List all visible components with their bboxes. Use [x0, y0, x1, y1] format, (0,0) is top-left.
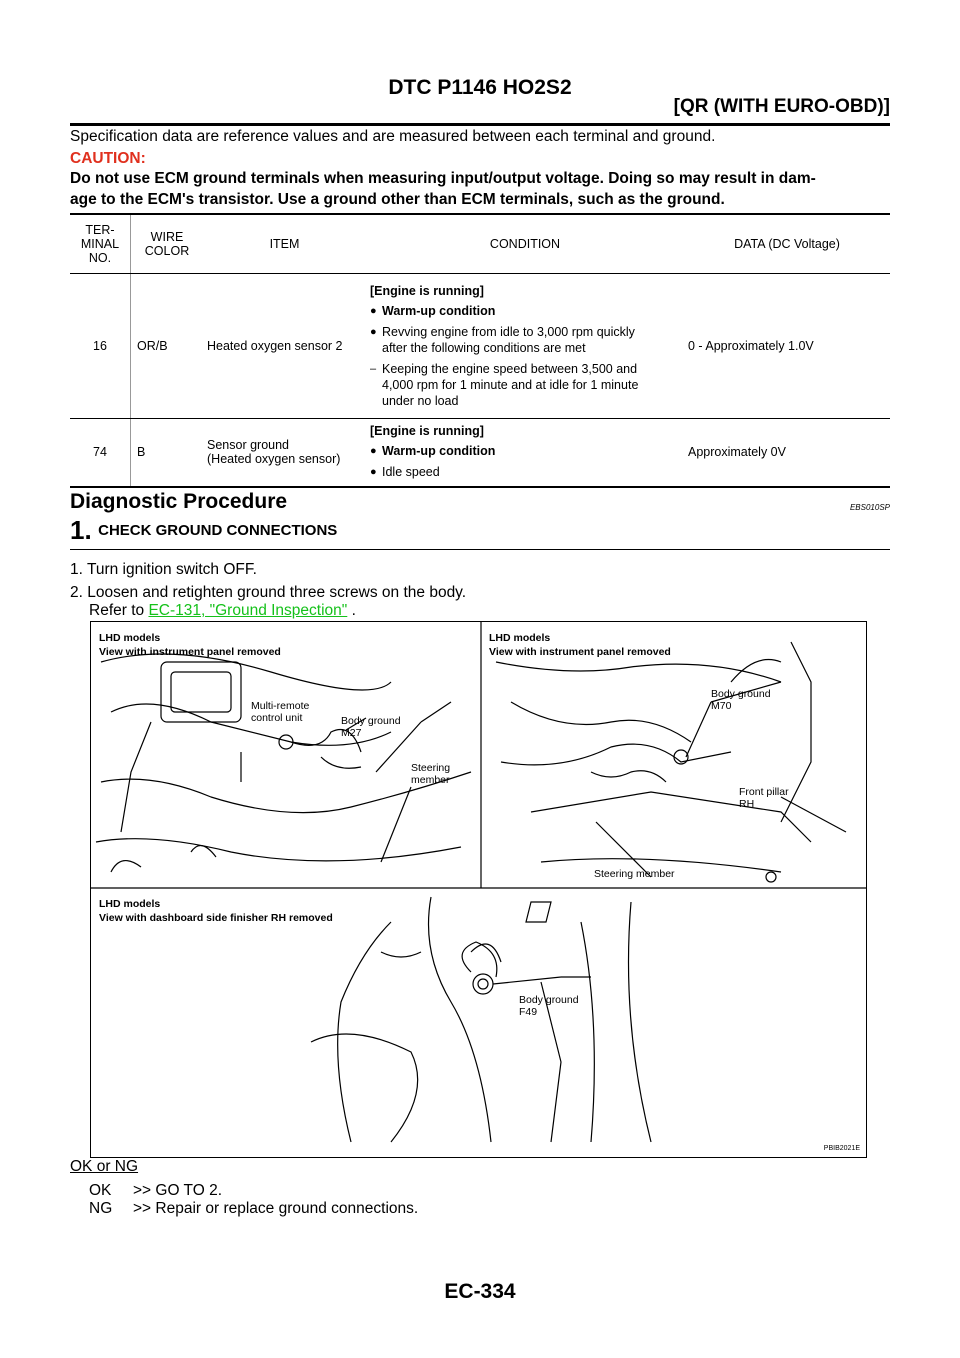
step-title: CHECK GROUND CONNECTIONS — [98, 522, 338, 539]
header-rule — [70, 123, 890, 126]
fig-tl-mrcu: Multi-remote control unit — [251, 700, 310, 724]
cell-data: Approximately 0V — [684, 419, 890, 487]
cell-wire: OR/B — [131, 274, 204, 419]
section-title: Diagnostic Procedure — [70, 490, 288, 513]
table-row — [70, 274, 890, 419]
caution-text — [70, 168, 900, 210]
fig-b-model: LHD models — [99, 898, 161, 910]
result-ng: NG >> Repair or replace ground connections. — [89, 1200, 419, 1217]
cell-data: 0 - Approximately 1.0V — [684, 274, 890, 419]
step-refer: Refer to EC-131, "Ground Inspection" . — [89, 602, 356, 619]
ground-inspection-link[interactable]: EC-131, "Ground Inspection" — [148, 602, 348, 619]
header-data: DATA (DC Voltage) — [684, 214, 890, 274]
cell-terminal: 16 — [70, 274, 131, 419]
fig-tr-steering-member: Steering member — [594, 868, 675, 880]
fig-tl-steering: Steering member — [411, 762, 451, 786]
page-number: EC-334 — [444, 1280, 516, 1303]
cell-wire: B — [131, 419, 204, 487]
fig-tl-view: View with instrument panel removed — [99, 646, 281, 658]
step-rule — [70, 549, 890, 550]
cell-condition: [Engine is running] ● Warm-up condition ● Revving engine from idle to 3,000 rpm quickly after the following conditions are met – Keeping the engine speed between 3,500 and 4,000 rpm for 1 minute and at idle for 1 minute under no load — [366, 274, 684, 419]
step-heading — [70, 515, 337, 546]
step-number: 1. — [70, 515, 92, 545]
table-header-row — [70, 214, 890, 274]
caution-line-2: age to the ECM's transistor. Use a ground other than ECM terminals, such as the ground. — [70, 191, 725, 208]
caution-line-1: Do not use ECM ground terminals when measuring input/output voltage. Doing so may result in dam- — [70, 170, 816, 187]
header-item: ITEM — [203, 214, 366, 274]
fig-b-view: View with dashboard side finisher RH removed — [99, 912, 333, 924]
figure-code: PBIB2021E — [823, 1145, 860, 1152]
ground-location-figure — [90, 621, 867, 1158]
bullet-icon: ● — [370, 325, 377, 338]
page-subtitle: [QR (WITH EURO-OBD)] — [673, 96, 890, 117]
fig-tr-front-pillar: Front pillar RH — [739, 786, 789, 810]
fig-tl-body-ground: Body ground M27 — [341, 715, 401, 739]
section-code: EBS010SP — [849, 503, 890, 512]
fig-tr-view: View with instrument panel removed — [489, 646, 671, 658]
fig-tr-model: LHD models — [489, 632, 551, 644]
spec-table — [70, 213, 890, 488]
cell-item: Sensor ground (Heated oxygen sensor) — [203, 419, 366, 487]
result-ok: OK >> GO TO 2. — [89, 1182, 223, 1199]
step-item-2: 2. Loosen and retighten ground three screws on the body. — [70, 584, 467, 601]
cell-terminal: 74 — [70, 419, 131, 487]
table-row — [70, 419, 890, 487]
header-wire-color: WIRE COLOR — [131, 214, 204, 274]
cell-item: Heated oxygen sensor 2 — [203, 274, 366, 419]
result-title: OK or NG — [70, 1158, 139, 1175]
step-item-1: 1. Turn ignition switch OFF. — [70, 561, 257, 578]
fig-tr-body-ground: Body ground M70 — [711, 688, 771, 712]
cell-condition: [Engine is running] ● Warm-up condition ● Idle speed — [366, 419, 684, 487]
header-terminal: TER- MINAL NO. — [70, 214, 131, 274]
bullet-icon: ● — [370, 445, 377, 458]
fig-b-body-ground: Body ground F49 — [519, 994, 579, 1018]
fig-tl-model: LHD models — [99, 632, 161, 644]
intro-text: Specification data are reference values and are measured between each terminal and ground. — [70, 128, 716, 145]
bullet-icon: ● — [370, 304, 377, 317]
page-title: DTC P1146 HO2S2 — [388, 76, 572, 99]
bullet-icon: ● — [370, 466, 377, 479]
caution-label: CAUTION: — [70, 150, 146, 167]
header-condition: CONDITION — [366, 214, 684, 274]
dash-icon: – — [370, 362, 377, 375]
